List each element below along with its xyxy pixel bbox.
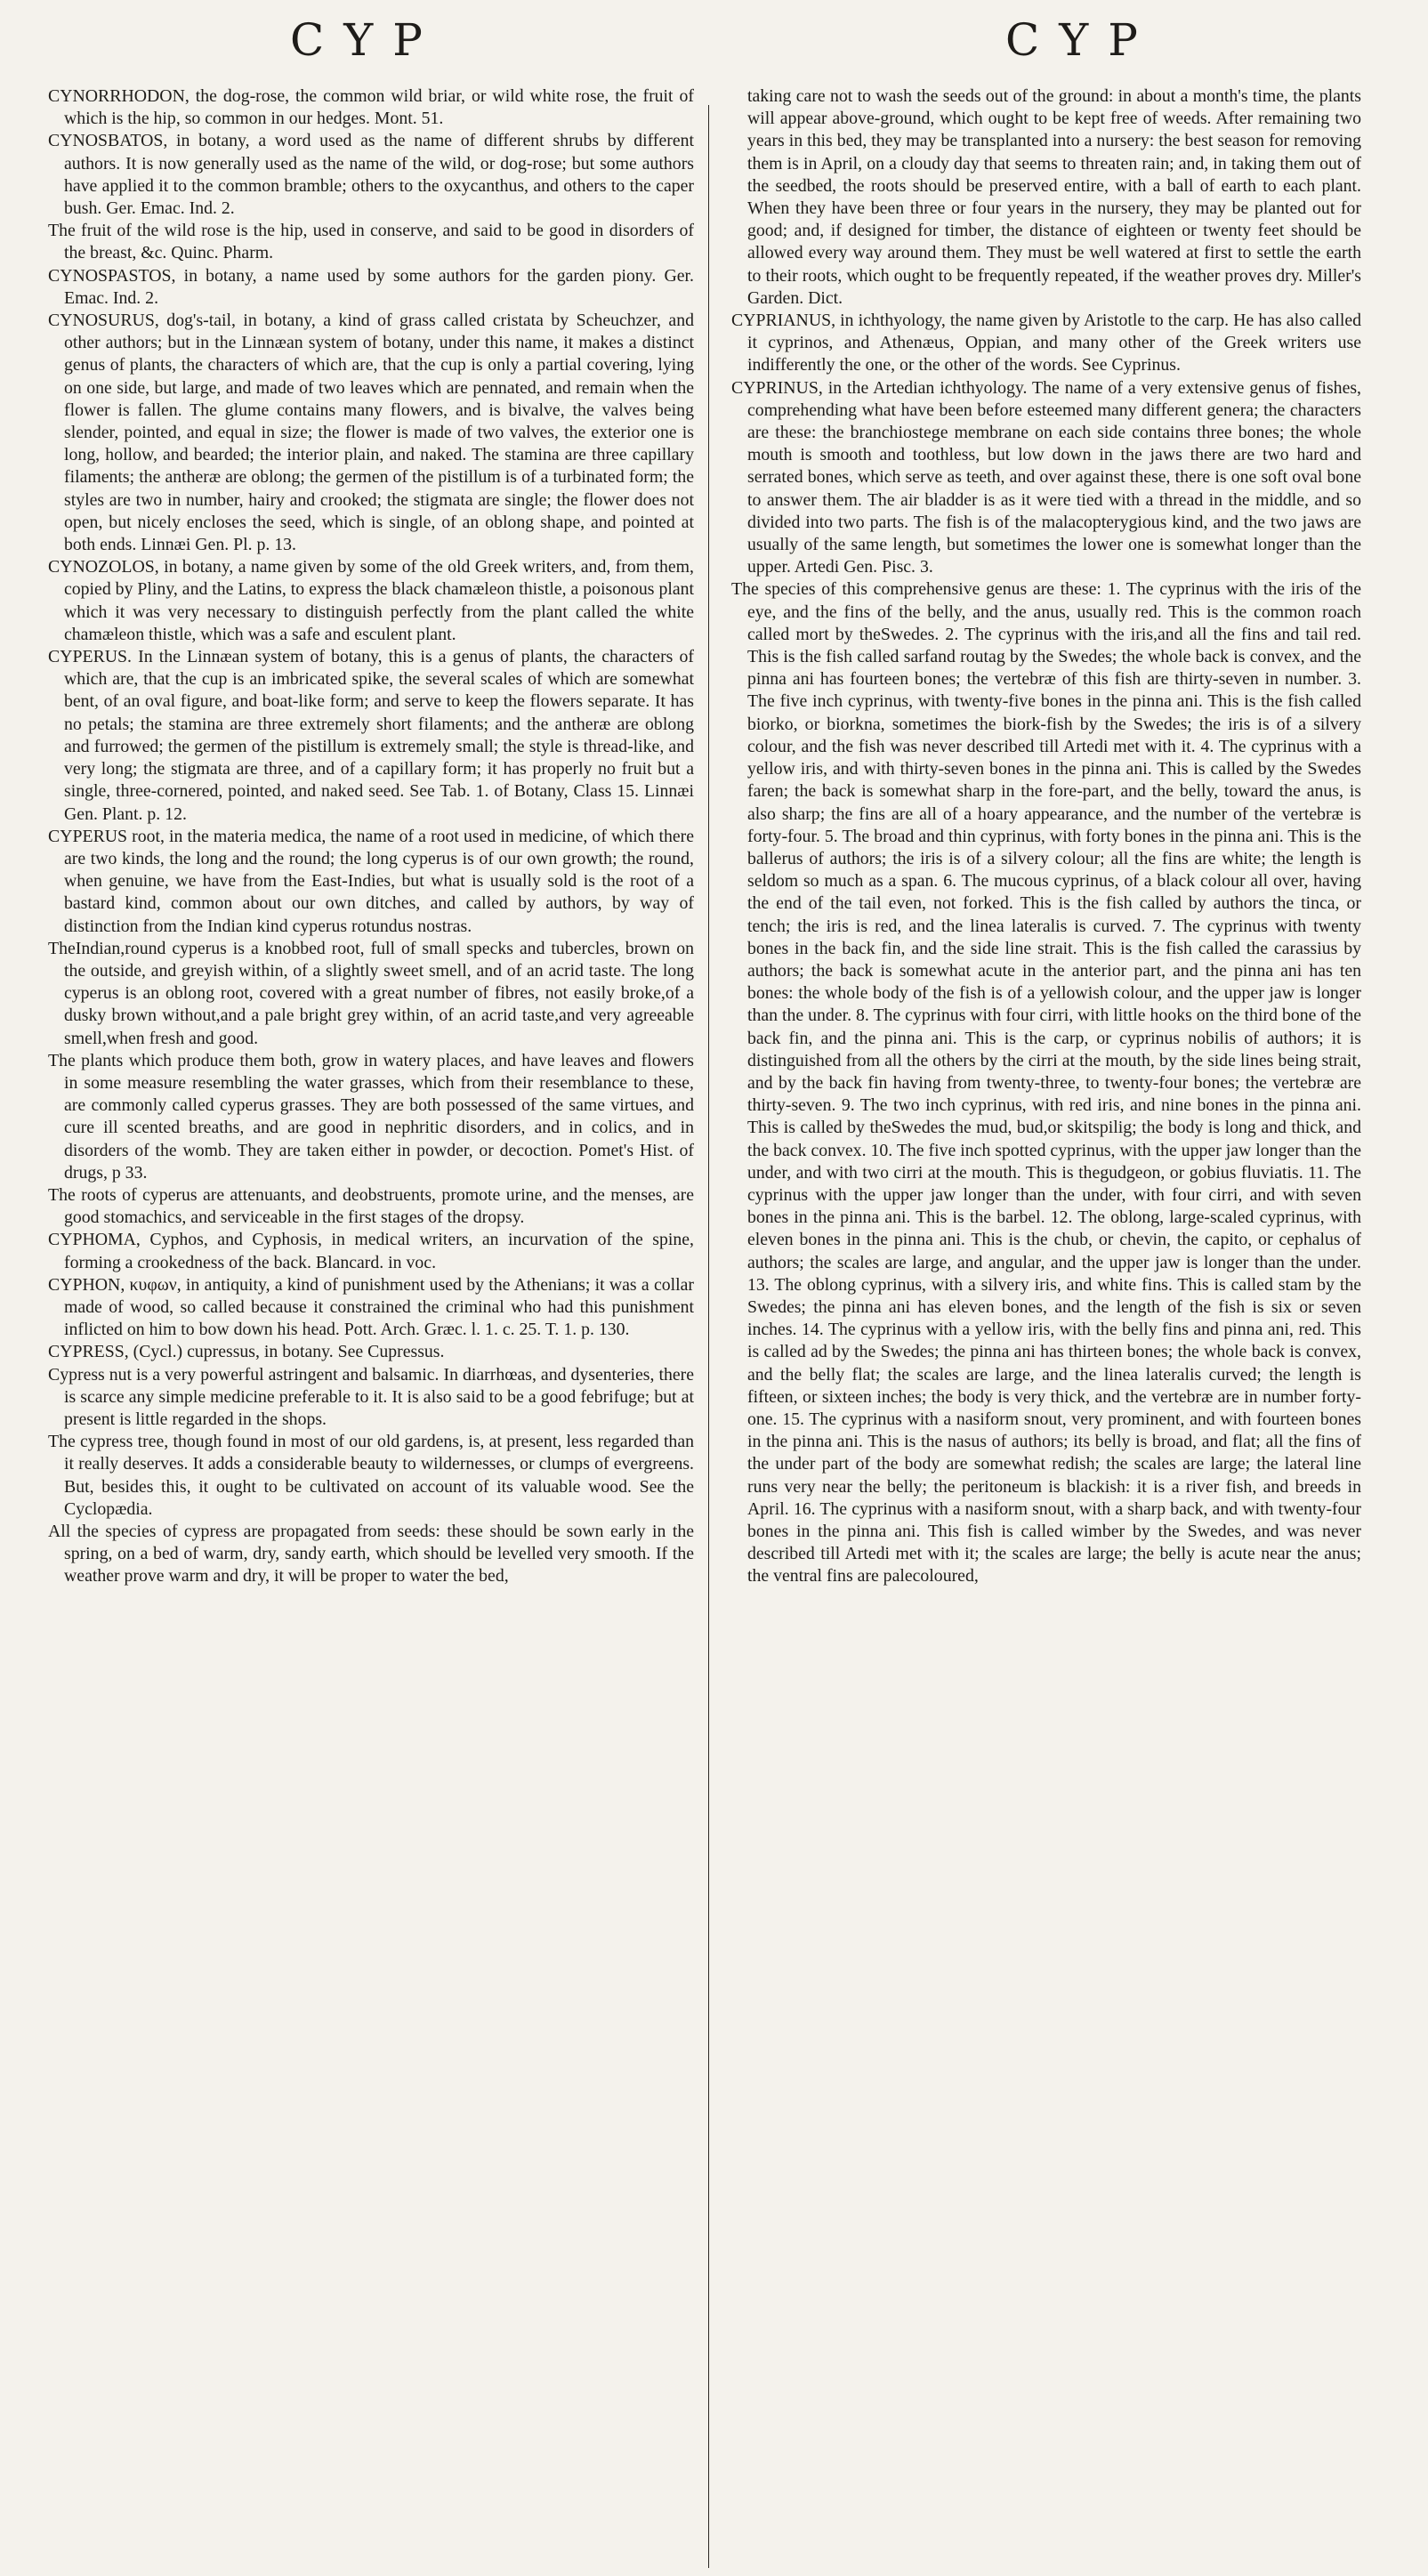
entry-paragraph: CYPERUS. In the Linnæan system of botany, this is a genus of plants, the characters of which are, that the cup is an imbricated spike, the several scales of which are somewhat bent, of an oval figure, and boat-like form; and serve to keep the flowers separate. It has no petals; the stamina are three extremely short filaments; and the antheræ are oblong and furrowed; the germen of the pistillum is extremely small; the style is thread-like, and very long; the stigmata are three, and of a capillary form; it has properly no fruit but a single, three-cornered, pointed, and naked seed. See Tab. 1. of Botany, Class 15. Linnæi Gen. Plant. p. 12. xyxy=(48,647,694,824)
entry-paragraph: CYNOSBATOS, in botany, a word used as the name of different shrubs by different authors. It is now generally used as the name of the wild, or dog-rose; but some authors have applied it to the common bramble; others to the oxycanthus, and others to the caper bush. Ger. Emac. Ind. 2. xyxy=(48,131,694,219)
entry-paragraph: TheIndian,round cyperus is a knobbed root, full of small specks and tubercles, brown on the outside, and greyish within, of a slightly sweet smell, and of an acrid taste. The long cyperus is an oblong root, covered with a great number of fibres, not easily broke,of a dusky brown without,and a pale bright grey within, of an acrid taste,and very agreeable smell,when fresh and good. xyxy=(48,938,694,1048)
entry-paragraph: CYPRESS, (Cycl.) cupressus, in botany. See Cupressus. xyxy=(48,1342,445,1362)
left-column xyxy=(48,85,694,2568)
entry-paragraph: CYPRINUS, in the Artedian ichthyology. The name of a very extensive genus of fishes, comprehending what have been before esteemed many different genera; the characters are these: the branchiostege membrane on each side contains three bones; the whole mouth is smooth and toothless, but low down in the jaws there are two hard and serrated bones, which serve as teeth, and over against these, there is one soft oval bone to answer them. The air bladder is as it were tied with a thread in the middle, and so divided into two parts. The fish is of the malacopterygious kind, and the two jaws are usually of the same length, but sometimes the lower one is somewhat longer than the upper. Artedi Gen. Pisc. 3. xyxy=(731,377,1361,577)
entry-paragraph: The plants which produce them both, grow in watery places, and have leaves and flowers in some measure resembling the water grasses, which from their resemblance to these, are commonly called cyperus grasses. They are both possessed of the same virtues, and cure ill scented breaths, and are good in nephritic disorders, and in colics, and in disorders of the womb. They are taken either in powder, or decoction. Pomet's Hist. of drugs, p 33. xyxy=(48,1050,694,1183)
entry-paragraph: CYPRIANUS, in ichthyology, the name given by Aristotle to the carp. He has also called it cyprinos, and Athenæus, Oppian, and many other of the Greek writers use indifferently the one, or the other of the words. See Cyprinus. xyxy=(731,311,1361,375)
entry-paragraph: The species of this comprehensive genus are these: 1. The cyprinus with the iris of the eye, and the fins of the belly, and the anus, usually red. This is the common roach called mort by theSwedes. 2. The cyprinus with the iris,and all the fins and tail red. This is the fish called sarfand routag by the Swedes; the whole back is convex, and the pinna ani has fourteen bones; the vertebræ of this fish are thirty-seven in number. 3. The five inch cyprinus, with twenty-five bones in the pinna ani. This is the fish called biorko, or biorkna, sometimes the biork-fish by the Swedes; the iris is of a silvery colour, and the fish was never described till Artedi met with it. 4. The cyprinus with a yellow iris, and with thirty-seven bones in the pinna ani. This is called by the Swedes faren; the back is somewhat sharp in the fore-part, and the belly, toward the anus, is also sharp; the fins are all of a hoary appearance, and the number of the vertebræ is forty-four. 5. The broad and thin cyprinus, with forty bones in the pinna ani. This is the ballerus of authors; the iris is of a silvery colour; all the fins are white; the length is seldom so much as a span. 6. The mucous cyprinus, of a black colour all over, having the end of the tail even, not forked. This is the fish called by authors the tinca, or tench; the iris is red, and the linea lateralis is curved. 7. The cyprinus with twenty bones in the back fin, and the side line strait. This is the fish called the carassius by authors; the back is somewhat acute in the anterior part, and the pinna ani has ten bones: the whole body of the fish is of a yellowish colour, and the upper jaw is longer than the under. 8. The cyprinus with four cirri, with little hooks on the third bone of the back fin, and the pinna ani. This is the carp, or cyprinus nobilis of authors; it is distinguished from all the others by the cirri at the mouth, by the side lines being strait, and by the back fin having from twenty-three, to twenty-four bones; the vertebræ are thirty-seven. 9. The two inch cyprinus, with red iris, and nine bones in the pinna ani. This is called by theSwedes the mud, bud,or skitspilig; the body is long and thick, and the back convex. 10. The five inch spotted cyprinus, with the upper jaw longer than the under, and with two cirri at the mouth. This is thegudgeon, or gobius fluviatis. 11. The cyprinus with the upper jaw longer than the under, with four cirri, and with seven bones in the pinna ani. This is the barbel. 12. The oblong, large-scaled cyprinus, with eleven bones in the pinna ani. This is the chub, or chevin, the capito, or cephalus of authors; the scales are large, and angular, and the upper jaw is longer than the under. 13. The oblong cyprinus, with a silvery iris, and white fins. This is called stam by the Swedes; the pinna ani has eleven bones, and the length of the fish is six or seven inches. 14. The cyprinus with a yellow iris, with the belly fins and pinna ani, red. This is called ad by the Swedes; the pinna ani has thirteen bones; the whole back is convex, and the belly flat; the scales are large, and the linea lateralis curved; the length is fifteen, or sixteen inches; the body is very thick, and the vertebræ are in number forty-one. 15. The cyprinus with a nasiform snout, very prominent, and with fourteen bones in the pinna ani. This is the nasus of authors; its belly is broad, and flat; all the fins of the under part of the body are somewhat redish; the scales are large; the lateral line runs very near the belly; the peritoneum is blackish: it is a river fish, and breeds in April. 16. The cyprinus with a nasiform snout, with a sharp back, and with twenty-four bones in the pinna ani. This fish is called wimber by the Swedes, and was never described till Artedi met with it; the scales are large; the belly is acute near the anus; the ventral fins are palecoloured, xyxy=(731,579,1361,1587)
entry-paragraph: CYPHOMA, Cyphos, and Cyphosis, in medical writers, an incurvation of the spine, forming a crookedness of the back. Blancard. in voc. xyxy=(48,1230,694,1272)
running-head-right: CYP xyxy=(1005,14,1158,66)
entry-paragraph: CYNOZOLOS, in botany, a name given by some of the old Greek writers, and, from them, copied by Pliny, and the Latins, to express the black chamæleon thistle, a poisonous plant which it was very necessary to distinguish perfectly from the plant called the white chamæleon thistle, which was a safe and esculent plant. xyxy=(48,557,694,644)
entry-paragraph: CYNOSPASTOS, in botany, a name used by some authors for the garden piony. Ger. Emac. Ind. 2. xyxy=(48,265,694,308)
entry-paragraph: The roots of cyperus are attenuants, and deobstruents, promote urine, and the menses, are good stomachics, and serviceable in the first stages of the dropsy. xyxy=(48,1184,694,1228)
running-head-left: CYP xyxy=(290,14,442,66)
entry-paragraph: CYPERUS root, in the materia medica, the name of a root used in medicine, of which there are two kinds, the long and the round; the long cyperus is of our own growth; the round, when genuine, we have from the East-Indies, but what is usually sold is the root of a bastard kind, common about our own ditches, and called by authors, by way of distinction from the Indian kind cyperus rotundus nostras. xyxy=(48,826,694,936)
entry-paragraph: The cypress tree, though found in most of our old gardens, is, at present, less regarded than it really deserves. It adds a considerable beauty to wildernesses, or clumps of evergreens. But, besides this, it ought to be cultivated on account of its valuable wood. See the Cyclopædia. xyxy=(48,1432,694,1519)
entry-paragraph: CYNOSURUS, dog's-tail, in botany, a kind of grass called cristata by Scheuchzer, and other authors; but in the Linnæan system of botany, under this name, it makes a distinct genus of plants, the characters of which are, that the cup is only a partial covering, lying on one side, but large, and made of two leaves which are pennated, and remain when the flower is fallen. The glume contains many flowers, and is bivalve, the valves being slender, pointed, and equal in size; the flower is made of two valves, the exterior one is long, hollow, and bearded; the interior plain, and naked. The stamina are three capillary filaments; the antheræ are oblong; the germen of the pistillum is of a turbinated form; the styles are two in number, hairy and crooked; the stigmata are single; the flower does not open, but nicely encloses the seed, which is single, of an oblong shape, and pointed at both ends. Linnæi Gen. Pl. p. 13. xyxy=(48,311,694,555)
entry-paragraph: Cypress nut is a very powerful astringent and balsamic. In diarrhœas, and dysenteries, there is scarce any simple medicine preferable to it. It is also said to be a good febrifuge; but at present is little regarded in the shops. xyxy=(48,1364,694,1429)
right-column xyxy=(731,85,1361,2568)
entry-paragraph: The fruit of the wild rose is the hip, used in conserve, and said to be good in disorders of the breast, &c. Quinc. Pharm. xyxy=(48,221,694,263)
column-divider xyxy=(708,105,709,2568)
entry-paragraph: taking care not to wash the seeds out of the ground: in about a month's time, the plants will appear above-ground, which ought to be kept free of weeds. After remaining two years in this bed, they may be transplanted into a nursery: the best season for removing them is in April, on a cloudy day that seems to threaten rain; and, in taking them out of the seedbed, the roots should be preserved entire, with a ball of earth to each plant. When they have been three or four years in the nursery, they may be planted out for good; and, if designed for timber, the distance of eighteen or twenty feet should be allowed every way around them. They must be well watered at first to settle the earth to their roots, which ought to be frequently repeated, if the weather proves dry. Miller's Garden. Dict. xyxy=(747,86,1361,308)
entry-paragraph: CYPHON, κυφων, in antiquity, a kind of punishment used by the Athenians; it was a collar made of wood, so called because it constrained the criminal who had this punishment inflicted on him to bow down his head. Pott. Arch. Græc. l. 1. c. 25. T. 1. p. 130. xyxy=(48,1274,694,1340)
entry-paragraph: CYNORRHODON, the dog-rose, the common wild briar, or wild white rose, the fruit of which is the hip, so common in our hedges. Mont. 51. xyxy=(48,86,694,129)
entry-paragraph: All the species of cypress are propagated from seeds: these should be sown early in the spring, on a bed of warm, dry, sandy earth, which should be levelled very smooth. If the weather prove warm and dry, it will be proper to water the bed, xyxy=(48,1522,694,1587)
